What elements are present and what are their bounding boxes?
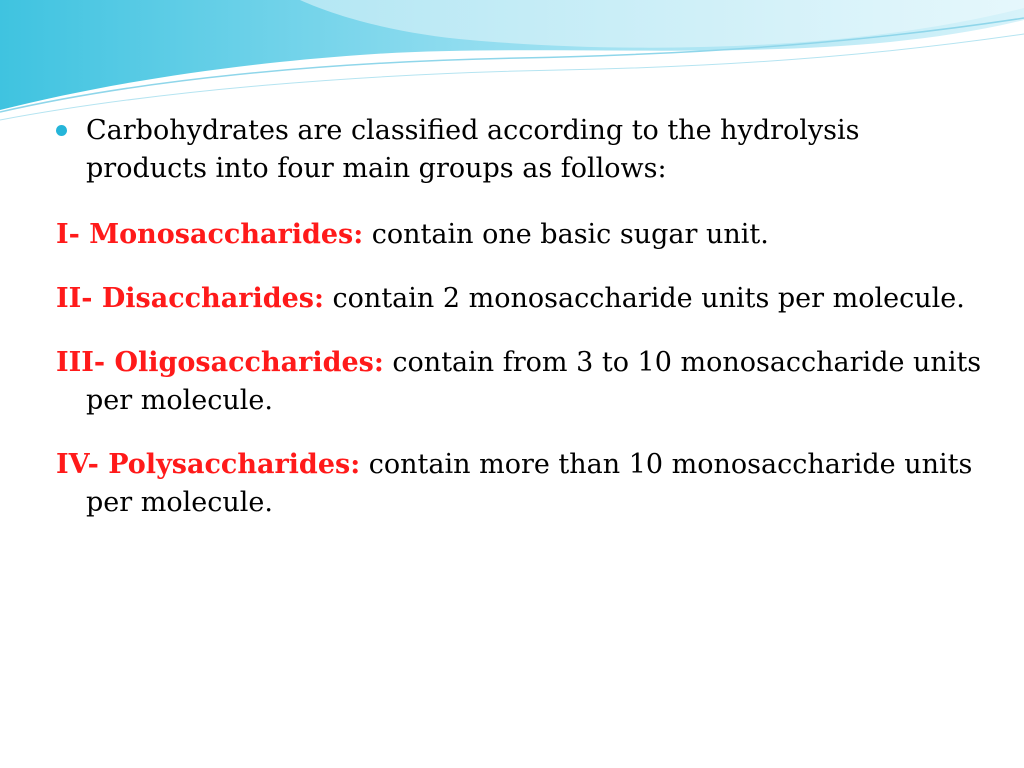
group-term: III- Oligosaccharides: — [56, 347, 384, 378]
group-description: contain more than 10 monosaccharide units per molecule. — [86, 449, 973, 518]
intro-text: Carbohydrates are classified according to the hydrolysis products into four main groups as follows: — [86, 115, 860, 184]
group-item-oligosaccharides — [56, 344, 986, 420]
group-description: contain one basic sugar unit. — [371, 219, 769, 250]
group-description: contain 2 monosaccharide units per molecule. — [332, 283, 965, 314]
group-item-polysaccharides — [56, 446, 986, 522]
group-term: IV- Polysaccharides: — [56, 449, 361, 480]
group-item-monosaccharides — [56, 216, 986, 254]
group-term: II- Disaccharides: — [56, 283, 324, 314]
intro-paragraph — [56, 112, 986, 188]
header-wave-decoration — [0, 0, 1024, 130]
bullet-dot-icon — [56, 125, 67, 136]
group-description: contain from 3 to 10 monosaccharide units per molecule. — [86, 347, 982, 416]
slide-body — [56, 112, 986, 548]
group-term: I- Monosaccharides: — [56, 219, 364, 250]
group-item-disaccharides — [56, 280, 986, 318]
